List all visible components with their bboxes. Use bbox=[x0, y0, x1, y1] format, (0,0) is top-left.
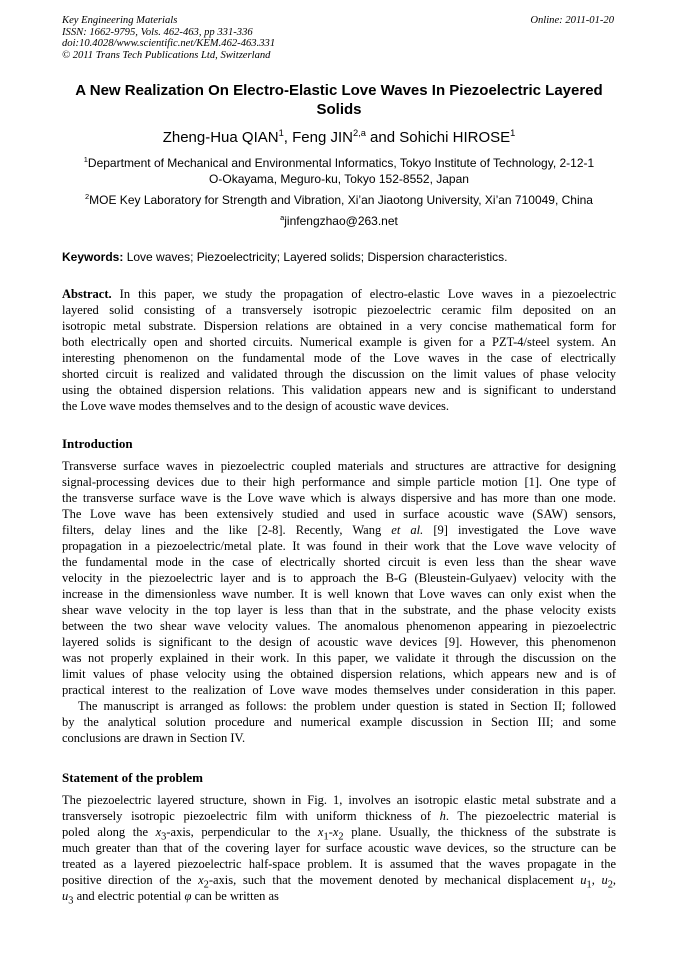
body-text: transversely isotropic piezoelectric film with uniform thickness of bbox=[62, 809, 440, 823]
body-line: Transverse surface waves in piezoelectric coupled materials and structures are attractive for designing bbox=[62, 459, 616, 473]
body-line: was not properly explained in their work. In this paper, we validate it through the discussion on the bbox=[62, 651, 616, 665]
body-line: The piezoelectric layered structure, shown in Fig. 1, involves an isotropic elastic metal substrate and a bbox=[62, 793, 616, 807]
abstract-line bbox=[62, 286, 616, 302]
math-subscript: 1 bbox=[323, 831, 329, 843]
body-text: poled along the bbox=[62, 825, 156, 839]
body-line: layered solids is significant to the design of acoustic wave devices [9]. However, this phenomenon bbox=[62, 635, 616, 649]
affiliation-mark: 1 bbox=[278, 128, 284, 138]
online-date: Online: 2011-01-20 bbox=[530, 15, 614, 26]
math-symbol: h bbox=[439, 809, 446, 823]
body-text: -axis, perpendicular to the bbox=[166, 825, 318, 839]
body-line: limit values of phase velocity using the obtained dispersion relations, which appears new and is of bbox=[62, 667, 616, 681]
body-line: practical interest to the realization of Love wave modes themselves under consideration in this paper. bbox=[62, 683, 616, 697]
journal-header bbox=[62, 15, 275, 61]
corresponding-email bbox=[62, 213, 616, 229]
keywords-label: Keywords: bbox=[62, 250, 124, 264]
journal-issn: ISSN: 1662-9795, Vols. 462-463, pp 331-336 bbox=[62, 26, 253, 38]
affiliation-1 bbox=[62, 155, 616, 187]
affiliation-mark: 2,a bbox=[352, 128, 366, 138]
body-text: - bbox=[328, 825, 333, 839]
abstract-text: In this paper, we study the propagation of electro-elastic Love waves in a piezoelectric bbox=[111, 287, 616, 301]
body-line: treated as a layered piezoelectric half-space problem. It is assumed that the waves propagate in the bbox=[62, 857, 616, 871]
author-separator: and bbox=[365, 129, 400, 146]
statement-body bbox=[62, 792, 617, 907]
author-name: Feng JIN bbox=[292, 129, 353, 146]
body-line bbox=[62, 824, 616, 843]
math-symbol: u bbox=[62, 889, 69, 903]
email-text[interactable]: jinfengzhao@263.net bbox=[284, 214, 398, 228]
body-text: positive direction of the bbox=[62, 873, 199, 887]
body-text: , bbox=[612, 873, 617, 887]
abstract-line: shorted circuit is realized and validated through the discussion on the limit values of phase velocity bbox=[62, 367, 616, 381]
math-subscript: 1 bbox=[586, 879, 592, 891]
author-separator: , bbox=[283, 129, 293, 146]
journal-doi[interactable]: doi:10.4028/www.scientific.net/KEM.462-463.331 bbox=[62, 38, 276, 50]
body-text: filters, delay lines and the like [2-8]. Recently, Wang bbox=[62, 523, 392, 537]
math-subscript: 2 bbox=[338, 831, 344, 843]
body-text: and electric potential bbox=[73, 889, 185, 903]
author-name: Sohichi HIROSE bbox=[399, 129, 511, 146]
affiliation-mark: 2 bbox=[85, 192, 90, 201]
affiliation-text: Department of Mechanical and Environmental Informatics, Tokyo Institute of Technology, 2-12-1 bbox=[87, 156, 595, 170]
body-line: velocity in the piezoelectric layer and is to approach the B-G (Bleustein-Gulyaev) velocity with the bbox=[62, 571, 616, 585]
body-text: plane. Usually, the thickness of the substrate is bbox=[343, 825, 616, 839]
math-symbol: x bbox=[155, 825, 162, 839]
math-symbol: x bbox=[332, 825, 339, 839]
body-text: , bbox=[591, 873, 602, 887]
introduction-body bbox=[62, 458, 616, 746]
journal-name: Key Engineering Materials bbox=[62, 15, 178, 26]
body-line bbox=[62, 522, 616, 538]
body-line bbox=[62, 872, 617, 891]
math-symbol: u bbox=[601, 873, 608, 887]
et-al: et al. bbox=[391, 523, 424, 537]
author-list bbox=[62, 129, 616, 147]
abstract-line: both electrically open and shorted circuits. Numerical example is given for a PZT-4/steel system. An bbox=[62, 335, 616, 349]
body-line: the fundamental mode in the case of electrically shorted circuit is even less than the shear wave bbox=[62, 555, 616, 569]
affiliation-mark: a bbox=[280, 213, 285, 222]
body-line: conclusions are drawn in Section IV. bbox=[62, 731, 246, 745]
math-symbol: u bbox=[580, 873, 587, 887]
abstract-label: Abstract. bbox=[62, 287, 112, 301]
body-line bbox=[62, 888, 616, 907]
math-subscript: 3 bbox=[161, 831, 167, 843]
abstract-line: isotropic metal substrate. Dispersion relations are obtained in a very concise mathematical form for bbox=[62, 319, 616, 333]
body-line: signal-processing devices due to their high performance and simple particle motion [1]. One type of bbox=[62, 475, 616, 489]
affiliation-text: MOE Key Laboratory for Strength and Vibration, Xi’an Jiaotong University, Xi’an 710049, China bbox=[89, 193, 593, 207]
section-heading-introduction: Introduction bbox=[62, 436, 133, 451]
abstract-line: using the obtained dispersion relations. This validation appears new and is significant to understand bbox=[62, 383, 616, 397]
affiliation-mark: 1 bbox=[83, 155, 88, 164]
body-line: between the two shear wave velocity values. The anomalous phenomenon appearing in piezoelectric bbox=[62, 619, 616, 633]
body-line: The manuscript is arranged as follows: the problem under question is stated in Section II; followed bbox=[78, 699, 616, 713]
section-heading-statement: Statement of the problem bbox=[62, 770, 203, 785]
affiliation-mark: 1 bbox=[510, 128, 516, 138]
body-line: the transverse surface wave is the Love wave which is always dispersive and has more than one mode. bbox=[62, 491, 616, 505]
body-line: propagation in a piezoelectric/metal plate. It was found in their work that the Love wave velocity of bbox=[62, 539, 616, 553]
body-line: much greater than that of the covering layer for surface acoustic wave devices, so the structure can be bbox=[62, 841, 616, 855]
affiliation-2 bbox=[62, 192, 616, 208]
math-subscript: 3 bbox=[68, 895, 74, 907]
body-line: The Love wave has been extensively studied and used in surface acoustic wave (SAW) sensors, bbox=[62, 507, 616, 521]
abstract-line: interesting phenomenon on the fundamental mode of the Love waves in the case of electrically bbox=[62, 351, 616, 365]
abstract bbox=[62, 286, 616, 414]
body-line: shear wave velocity in the top layer is less than that in the substrate, and the phase velocity exists bbox=[62, 603, 616, 617]
affiliation-text: O-Okayama, Meguro-ku, Tokyo 152-8552, Japan bbox=[209, 172, 469, 186]
math-subscript: 2 bbox=[203, 879, 209, 891]
math-symbol: x bbox=[198, 873, 204, 887]
abstract-line: the Love wave modes themselves and to the design of acoustic wave devices. bbox=[62, 399, 450, 413]
math-symbol: φ bbox=[184, 889, 192, 903]
math-subscript: 2 bbox=[607, 879, 613, 891]
paper-title: A New Realization On Electro-Elastic Love Waves In Piezoelectric Layered Solids bbox=[75, 82, 603, 118]
body-text: . The piezoelectric material is bbox=[445, 809, 616, 823]
body-text: -axis, such that the movement denoted by mechanical displacement bbox=[208, 873, 581, 887]
body-line: increase in the dimensionless wave number. It is well known that Love waves can only exist when the bbox=[62, 587, 616, 601]
body-line bbox=[62, 808, 616, 824]
body-text: can be written as bbox=[191, 889, 279, 903]
keywords-text: Love waves; Piezoelectricity; Layered solids; Dispersion characteristics. bbox=[123, 250, 508, 264]
author-name: Zheng-Hua QIAN bbox=[162, 129, 279, 146]
body-text: [9] investigated the Love wave bbox=[423, 523, 617, 537]
journal-copyright: © 2011 Trans Tech Publications Ltd, Switzerland bbox=[62, 49, 271, 61]
abstract-line: layered solid consisting of a transversely isotropic piezoelectric ceramic film deposited on an bbox=[62, 303, 616, 317]
body-line: by the analytical solution procedure and numerical example discussion in Section III; and some bbox=[62, 715, 616, 729]
keywords bbox=[62, 250, 616, 265]
math-symbol: x bbox=[317, 825, 324, 839]
